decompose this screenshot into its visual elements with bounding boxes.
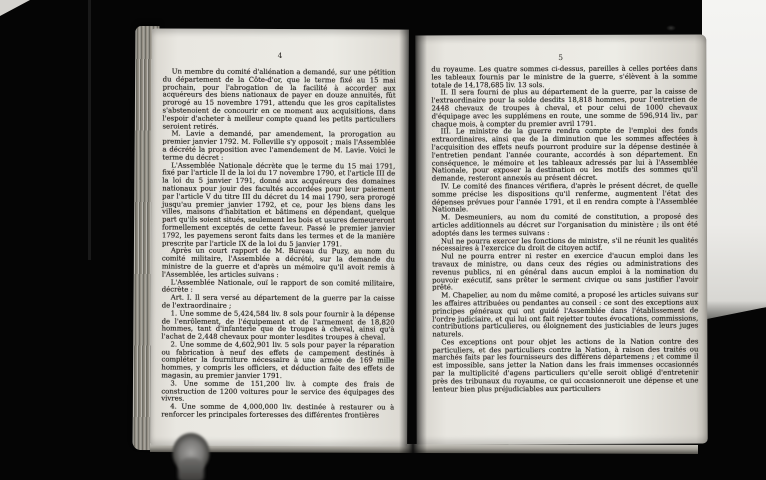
paragraph: L'Assemblée Nationale décrète que le terme du 15 mai 1791, fixé par l'article II de la loi du 17 novembre 1790, et l'article III de la loi du 5 janvier 1791, donné aux acquéreurs des domaines nationaux pour jouir des facultés accordées pour leur paiement par l'article V du titre III du décret du 14 mai 1790, sera prorogé jusqu'au premier janvier 1792, et ce, pour les biens dans les villes, maisons d'habitation et bâtimens en dépendant, quelque part qu'ils soient situés, seulement les bois et usures demeureront formellement exceptés de cette faveur. Passé le premier janvier 1792, les payemens seront faits dans les termes et de la manière prescrite par l'article IX de la loi du 5 janvier 1791. xyxy=(161,161,396,248)
paragraph: M. Desmeuniers, au nom du comité de constitution, a proposé des articles additionnels au décret sur l'organisation du ministère ; ils ont été adoptés dans les termes suivans : xyxy=(431,212,698,238)
film-streak-artifact xyxy=(88,0,91,260)
paragraph: du royaume. Les quatre sommes ci-dessus, pareilles à celles portées dans les tableaux fournis par le ministre de la guerre, s'élèvent à la somme totale de 14,178,685 liv. 13 sols. xyxy=(431,64,698,90)
paragraph: IV. Le comité des finances vérifiera, d'après le présent décret, de quelle somme précise les dispositions qu'il renferme, augmentent l'état des dépenses prévues pour l'année 1791, et il en rendra compte à l'Assemblée Nationale. xyxy=(431,181,698,214)
paragraph: Un membre du comité d'aliénation a demandé, sur une pétition du département de la Côte-d'or, que le terme fixé au 15 mai prochain, pour l'abrogation de la facilité à accorder aux acquéreurs des biens nationaux de payer en douze annuités, fût prorogé au 15 novembre 1791, attendu que les gros capitalistes s'abstenoient de concourir en ce moment aux acquisitions, dans l'espoir d'acheter à meilleur compte quand les petits particuliers seroient retirés. xyxy=(162,67,396,131)
paragraph: M. Lavie a demandé, par amendement, la prorogation au premier janvier 1792. M. Folleville s'y opposoit ; mais l'Assemblée a décrété la proposition avec l'amendement de M. Lavie. Voici le terme du décret : xyxy=(162,129,396,162)
page-right-text-column xyxy=(431,66,698,394)
page-number-left: 4 xyxy=(277,50,283,61)
page-left xyxy=(150,28,409,446)
paragraph: 3. Une somme de 151,200 liv. à compte des frais de construction de 1200 voitures pour le service des équipages des vivres. xyxy=(161,379,395,404)
page-number-right: 5 xyxy=(558,52,564,63)
paragraph: III. Le ministre de la guerre rendra compte de l'emploi des fonds extraordinaires, ainsi que de la diminution que les sommes affectées à l'acquisition des effets neufs pourront produire sur la dépense destinée à l'entretien pendant l'année courante, accordés à son département. En conséquence, le mémoire et les tableaux adressés par lui à l'Assemblée Nationale, pour exposer la destination ou les motifs des sommes qu'il demande, resteront annexés au présent décret. xyxy=(431,126,698,183)
paragraph: Après un court rapport de M. Bureau du Puzy, au nom du comité militaire, l'Assemblée a décrété, sur la demande du ministre de la guerre et d'après un mémoire qu'il avoit remis à l'Assemblée, les articles suivans : xyxy=(161,246,395,279)
paragraph: 2. Une somme de 4,602,901 liv. 5 sols pour payer la réparation ou fabrication à neuf des effets de campement destinés à compléter la fourniture nécessaire à une armée de 169 mille hommes, y compris les officiers, et déduction faite des effets de magasin, au premier janvier 1791. xyxy=(161,340,395,381)
paragraph: 4. Une somme de 4,000,000 liv. destinée à restaurer ou à renforcer les principales forteresses des différentes frontières xyxy=(161,402,395,420)
page-left-text-column xyxy=(161,68,396,420)
smudge-artifact xyxy=(666,25,676,31)
scanner-bed-strip xyxy=(702,0,766,320)
paragraph: 1. Une somme de 5,424,584 liv. 8 sols pour fournir à la dépense de l'enrôlement, de l'équipement et de l'armement de 18,820 hommes, tant d'infanterie que de troupes à cheval, ainsi qu'à l'achat de 2,448 chevaux pour monter lesdites troupes à cheval. xyxy=(161,309,395,342)
paragraph: Ces exceptions ont pour objet les actions de la Nation contre des particuliers, et des particuliers contre la Nation, à raison des traités ou marchés faits par les fournisseurs des différens départemens ; et comme il est impossible, sans jetter la Nation dans les frais immenses occasionnés par la multiplicité d'agens particuliers qu'elle seroit obligé d'entretenir près des tribunaux du royaume, ce qui occasionneroit une dépense et une lenteur bien plus préjudiciables aux particuliers xyxy=(432,337,699,394)
finger-artifact-tail xyxy=(178,458,204,480)
paragraph: Nul ne pourra entrer ni rester en exercice d'aucun emploi dans les travaux de ministre, ou dans ceux des régies ou administrations des revenus publics, ni en général dans aucun emploi à la nomination du pouvoir exécutif, sans prêter le serment civique ou sans justifier l'avoir prêté. xyxy=(432,251,699,292)
corner-light-patch xyxy=(0,0,30,16)
paragraph: Art. I. Il sera versé au département de la guerre par la caisse de l'extraordinaire ; xyxy=(161,293,395,310)
page-right xyxy=(415,34,707,444)
paragraph: Nul ne pourra exercer les fonctions de ministre, s'il ne réunit les qualités nécessaires à l'exercice du droit de citoyen actif. xyxy=(432,236,699,253)
paragraph: II. Il sera fourni de plus au département de la guerre, par la caisse de l'extraordinaire pour la solde desdits 18,818 hommes, pour l'entretien de 2448 chevaux de troupes à cheval, et pour celui de 1000 chevaux d'équipage avec les supplémens en route, une somme de 596,914 liv., par chaque mois, à compter du premier avril 1791. xyxy=(431,87,698,129)
paragraph: L'Assemblée Nationale, ouï le rapport de son comité militaire, décrète : xyxy=(161,278,395,294)
paragraph: M. Chapelier, au nom du même comité, a proposé les articles suivans sur les affaires attribuées ou pendantes au conseil : ce sont des exceptions aux principes généraux qui ont guidé l'Assemblée dans l'établissement de l'ordre judiciaire, et qui lui ont fait rejetter toutes évocations, commissions, contributions particulieres, ou éloignement des justiciables de leurs juges naturels. xyxy=(432,290,699,339)
